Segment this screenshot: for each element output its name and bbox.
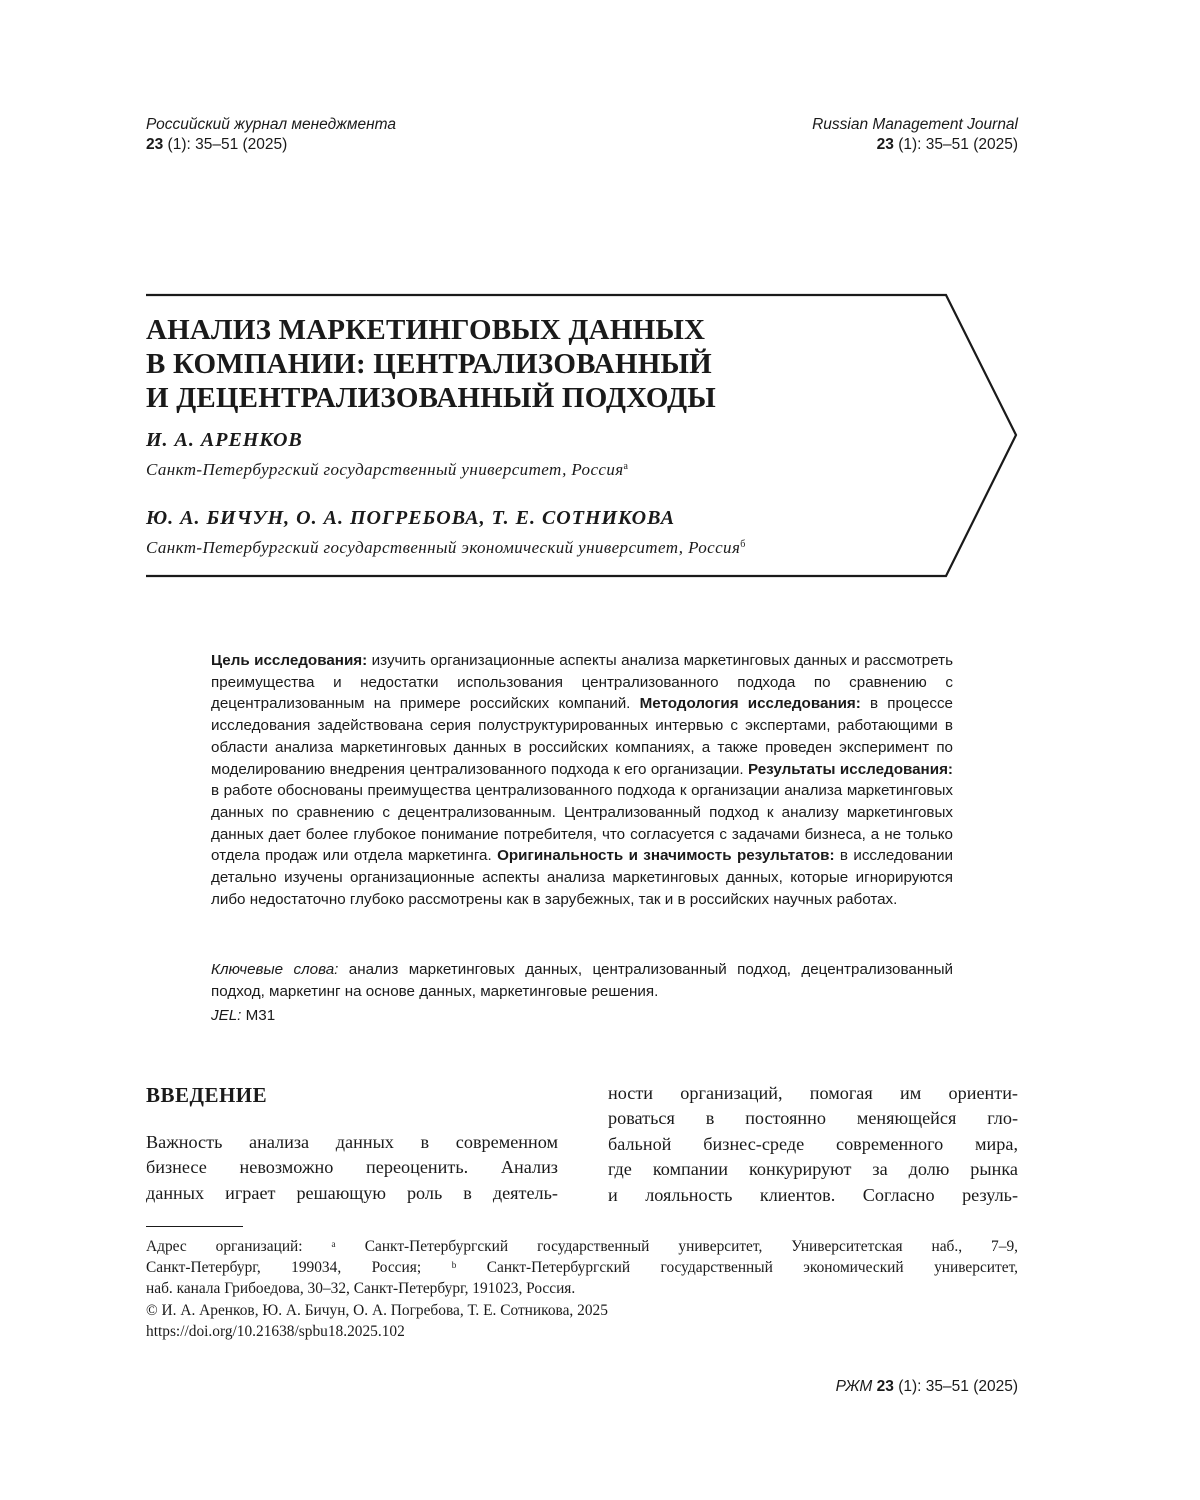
issue-pages: (1): 35–51 (2025) (893, 1378, 1018, 1395)
journal-name-ru: Российский журнал менеджмента (146, 116, 396, 133)
text-line: Важность анализа данных в современном (146, 1132, 558, 1152)
volume-number: 23 (876, 1378, 894, 1395)
title-line: И ДЕЦЕНТРАЛИЗОВАННЫЙ ПОДХОДЫ (146, 382, 716, 414)
journal-volume-en (812, 135, 1018, 155)
abstract (211, 650, 953, 910)
jel-value: M31 (241, 1007, 276, 1024)
footnote (146, 1236, 1018, 1342)
abstract-originality-label: Оригинальность и значимость результатов: (497, 847, 835, 865)
copyright: © И. А. Аренков, Ю. А. Бичун, О. А. Погребова, Т. Е. Сотникова, 2025 (146, 1301, 608, 1319)
keywords (211, 959, 953, 1002)
text-line: где компании конкурируют за долю рынка (608, 1159, 1018, 1180)
title-line: АНАЛИЗ МАРКЕТИНГОВЫХ ДАННЫХ (146, 314, 706, 346)
text-line: ности организаций, помогая им ориенти- (608, 1083, 1018, 1103)
abstract-paragraph (211, 650, 953, 910)
author-names: И. А. АРЕНКОВ (146, 429, 303, 451)
doi-link[interactable]: https://doi.org/10.21638/spbu18.2025.102 (146, 1322, 405, 1340)
abstract-originality-text: в исследовании детально изучены организационные аспекты анализа маркетинговых данных, которые игнорируются либо недостаточно глубоко рассмотрены как в зарубежных, так и в российских научных работах. (211, 847, 953, 908)
text-line: бальной бизнес-среде современного мира, (608, 1133, 1018, 1154)
text-line: и лояльность клиентов. Согласно резуль- (608, 1184, 1018, 1205)
journal-name-en: Russian Management Journal (812, 116, 1018, 133)
title-line: В КОМПАНИИ: ЦЕНТРАЛИЗОВАННЫЙ (146, 348, 712, 380)
affiliation-text: Санкт-Петербургский государственный университет, Россия (146, 460, 624, 479)
text-line: роваться в постоянно меняющейся гло- (608, 1108, 1018, 1129)
text-line: данных играет решающую роль в деятель- (146, 1182, 558, 1203)
footnote-rule (146, 1226, 243, 1227)
footnote-address-line: Адрес организаций: ᵃ Санкт-Петербургский государственный университет, Университетская наб., 7–9, (146, 1238, 1018, 1255)
volume-number: 23 (146, 136, 164, 153)
journal-volume-ru (146, 135, 396, 155)
author-affiliation (146, 538, 746, 558)
jel-code (211, 1005, 275, 1027)
footnote-address-line: Санкт-Петербург, 199034, Россия; ᵇ Санкт-Петербургский государственный экономический университет, (146, 1259, 1018, 1277)
jel-label: JEL: (211, 1007, 242, 1024)
section-heading: ВВЕДЕНИЕ (146, 1083, 268, 1107)
body-column-left (146, 1130, 558, 1206)
journal-abbreviation: РЖМ (835, 1378, 873, 1395)
footnote-address-line: наб. канала Грибоедова, 30–32, Санкт-Петербург, 191023, Россия. (146, 1280, 576, 1298)
author-affiliation (146, 460, 628, 480)
page-footer (836, 1378, 1018, 1396)
keywords-label: Ключевые слова: (211, 961, 339, 978)
text-line: бизнесе невозможно переоценить. Анализ (146, 1157, 558, 1178)
issue-pages: (1): 35–51 (2025) (893, 136, 1018, 153)
abstract-goal-text: изучить организационные аспекты анализа маркетинговых данных и рассмотреть преимущества и недостатки использования централизованного подхода по сравнению с децентрализованным на примере российских компаний. (211, 652, 954, 713)
running-header-left (146, 115, 396, 155)
abstract-results-text: в работе обоснованы преимущества централизованного подхода к организации анализа маркетинговых данных по сравнению с децентрализованным. Централизованный подход к анализу маркетинговых данных дает более глубокое понимание потребителя, что согласуется с задачами бизнеса, а не только отдела продаж или отдела маркетинга. (211, 782, 953, 865)
abstract-goal-label: Цель исследования: (211, 652, 368, 669)
body-column-right (608, 1081, 1018, 1208)
keywords-text: анализ маркетинговых данных, централизованный подход, децентрализованный подход, маркетинг на основе данных, маркетинговые решения. (211, 961, 953, 1000)
issue-pages: (1): 35–51 (2025) (163, 136, 288, 153)
volume-number: 23 (876, 136, 894, 153)
abstract-method-label: Методология исследования: (639, 695, 861, 713)
affiliation-mark: а (623, 461, 629, 472)
affiliation-mark: б (740, 539, 746, 550)
article-title (146, 313, 926, 415)
abstract-results-label: Результаты исследования: (747, 760, 953, 778)
abstract-method-text: в процессе исследования задействована серия полуструктурированных интервью с экспертами, работающими в области анализа маркетинговых данных в российских компаниях, а также проведен эксперимент по моделированию внедрения централизованного подхода к его организации. (211, 695, 954, 778)
author-names: Ю. А. БИЧУН, О. А. ПОГРЕБОВА, Т. Е. СОТНИКОВА (146, 507, 676, 529)
running-header-right (812, 115, 1018, 155)
affiliation-text: Санкт-Петербургский государственный экономический университет, Россия (146, 538, 741, 557)
